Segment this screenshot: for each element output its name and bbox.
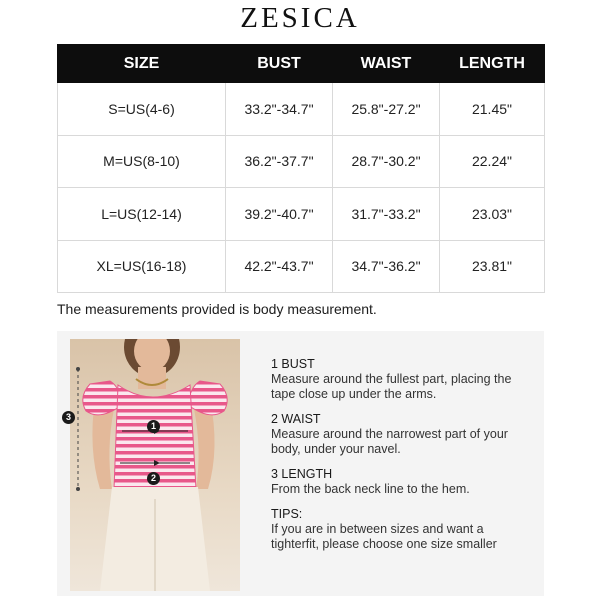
cell-bust: 42.2"-43.7" xyxy=(226,240,333,293)
cell-waist: 25.8"-27.2" xyxy=(333,83,440,136)
waist-description: Measure around the narrowest part of your body, under your navel. xyxy=(271,427,508,456)
cell-size: L=US(12-14) xyxy=(58,188,226,241)
tips-heading: TIPS: xyxy=(271,507,303,521)
length-heading: 3 LENGTH xyxy=(271,467,333,481)
cell-length: 21.45" xyxy=(440,83,545,136)
length-description: From the back neck line to the hem. xyxy=(271,482,470,496)
model-illustration xyxy=(70,339,240,591)
bust-heading: 1 BUST xyxy=(271,357,315,371)
table-row xyxy=(58,135,545,188)
table-header-row xyxy=(58,45,545,83)
waist-heading: 2 WAIST xyxy=(271,412,321,426)
cell-length: 23.81" xyxy=(440,240,545,293)
header-waist: WAIST xyxy=(333,45,440,83)
waist-instruction xyxy=(271,412,521,457)
length-marker-3: 3 xyxy=(62,411,75,424)
cell-size: S=US(4-6) xyxy=(58,83,226,136)
cell-size: XL=US(16-18) xyxy=(58,240,226,293)
table-row xyxy=(58,188,545,241)
cell-waist: 31.7"-33.2" xyxy=(333,188,440,241)
cell-bust: 33.2"-34.7" xyxy=(226,83,333,136)
cell-waist: 34.7"-36.2" xyxy=(333,240,440,293)
cell-size: M=US(8-10) xyxy=(58,135,226,188)
size-chart-table xyxy=(57,44,545,293)
length-instruction xyxy=(271,467,521,497)
measurement-note: The measurements provided is body measurement. xyxy=(57,301,377,317)
bust-marker-1: 1 xyxy=(147,420,160,433)
cell-length: 22.24" xyxy=(440,135,545,188)
tips-description: If you are in between sizes and want a tighterfit, please choose one size smaller xyxy=(271,522,497,551)
cell-waist: 28.7"-30.2" xyxy=(333,135,440,188)
cell-bust: 39.2"-40.7" xyxy=(226,188,333,241)
bust-description: Measure around the fullest part, placing the tape close up under the arms. xyxy=(271,372,512,401)
measurement-instructions xyxy=(271,357,521,562)
brand-logo: ZESICA xyxy=(240,2,360,34)
model-photo xyxy=(70,339,240,591)
cell-bust: 36.2"-37.7" xyxy=(226,135,333,188)
header-size: SIZE xyxy=(58,45,226,83)
table-row xyxy=(58,240,545,293)
header-bust: BUST xyxy=(226,45,333,83)
table-row xyxy=(58,83,545,136)
waist-marker-2: 2 xyxy=(147,472,160,485)
tips-section xyxy=(271,507,521,552)
cell-length: 23.03" xyxy=(440,188,545,241)
bust-instruction xyxy=(271,357,521,402)
header-length: LENGTH xyxy=(440,45,545,83)
